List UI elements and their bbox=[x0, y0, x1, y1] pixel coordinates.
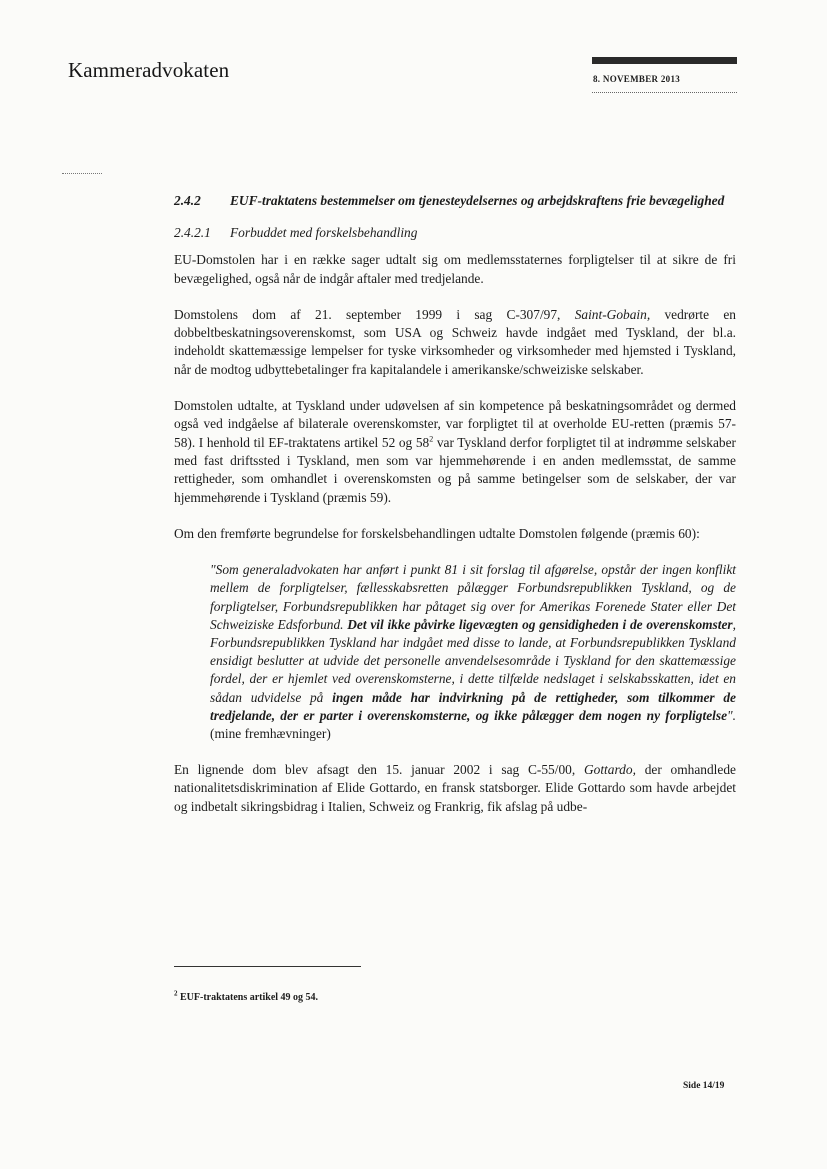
paragraph-5-text-a: En lignende dom blev afsagt den 15. januar 2002 i sag C-55/00, bbox=[174, 762, 584, 778]
quote-close: ". bbox=[727, 707, 736, 723]
paragraph-4: Om den fremførte begrundelse for forskelsbehandlingen udtalte Domstolen følgende (præmis 60): bbox=[174, 525, 700, 541]
quote-note: (mine fremhævninger) bbox=[210, 725, 331, 741]
footnote bbox=[174, 989, 319, 1003]
paragraph-5 bbox=[174, 761, 736, 816]
quote-text-2: , Forbundsrepublikken Tyskland har indgået med disse to lande, at Forbundsrepublikken Tyskland ensidigt beslutter at udvide det personelle anvendelsesområde i Tyskland for den skattemæssige fordel, der er hjemlet ved overenskomsterne, i dette tilfælde nedslaget i selskabsskatten, idet en sådan udvidelse på bbox=[210, 616, 736, 705]
document-body bbox=[174, 192, 736, 834]
footnote-reference: 2 bbox=[429, 434, 434, 444]
subsection-number: 2.4.2.1 bbox=[174, 225, 211, 240]
footnote-separator bbox=[174, 966, 361, 967]
paragraph-3-text-b: var Tyskland derfor forpligtet til at indrømme selskaber med fast driftssted i Tyskland, men som var hjemmehørende i en anden medlemsstat, de samme rettigheder, som omhandlet i overenskomsten og på samme betingelser som de selskaber, der var hjemmehørende i Tyskland (præmis 59). bbox=[174, 434, 736, 505]
footnote-mark: 2 bbox=[174, 989, 178, 998]
paragraph-2-text-b: vedrørte en dobbeltbeskatningsoverenskomst, som USA og Schweiz havde indgået med Tyskland, der bl.a. indeholdt skattemæssige lempelser for tyske virksomheder og virksomheder med hjemsted i Tyskland, når de modtog udbyttebetalinger fra kapitalandele i amerikanske/schweiziske selskaber. bbox=[174, 306, 736, 377]
document-date: 8. NOVEMBER 2013 bbox=[593, 74, 681, 84]
paragraph-2 bbox=[174, 306, 736, 379]
organization-name: Kammeradvokaten bbox=[68, 58, 230, 82]
section-heading bbox=[174, 192, 736, 210]
quote-text-1: "Som generaladvokaten har anført i punkt 81 i sit forslag til afgørelse, opstår der ingen konflikt mellem de forpligtelser, fællesskabsretten pålægger Forbundsrepublikken Tyskland, og de forpligtelser, Forbundsrepublikken har påtaget sig over for Amerikas Forenede Stater eller Det Schweiziske Edsforbund. bbox=[210, 562, 736, 632]
quote-emphasis-1: Det vil ikke påvirke ligevægten og gensidigheden i de overenskomster bbox=[347, 616, 733, 632]
block-quote bbox=[210, 561, 736, 743]
case-name-gottardo: Gottardo, bbox=[583, 762, 636, 778]
footnote-text: EUF-traktatens artikel 49 og 54. bbox=[177, 992, 319, 1003]
section-title: EUF-traktatens bestemmelser om tjenesteydelsernes og arbejdskraftens frie bevægelighed bbox=[230, 193, 725, 208]
section-number: 2.4.2 bbox=[174, 193, 201, 208]
page-number: Side 14/19 bbox=[683, 1081, 725, 1091]
paragraph-5-text-b: der omhandlede nationalitetsdiskrimination af Elide Gottardo, en fransk statsborger. Elide Gottardo som havde arbejdet og indbetalt sikringsbidrag i Italien, Schweiz og Frankrig, fik afslag på udbe- bbox=[174, 762, 736, 814]
subsection-title: Forbuddet med forskelsbehandling bbox=[230, 225, 418, 240]
header-dotted-rule bbox=[592, 92, 737, 93]
quote-emphasis-2: ingen måde har indvirkning på de rettigheder, som tilkommer de tredjelande, der er parter i overenskomsterne, og ikke pålægger dem nogen ny forpligtelse bbox=[210, 689, 736, 723]
paragraph-1: EU-Domstolen har i en række sager udtalt sig om medlemsstaternes forpligtelser til at sikre de fri bevægelighed, også når de indgår aftaler med tredjelande. bbox=[174, 252, 736, 286]
case-name-saint-gobain: Saint-Gobain, bbox=[574, 306, 651, 322]
paragraph-3-text-a: Domstolen udtalte, at Tyskland under udøvelsen af sin kompetence på beskatningsområdet og dermed også ved indgåelse af bilaterale overenskomster, var forpligtet til at overholde EU-retten (præmis 57-58). I henhold til EF-traktatens artikel 52 og 58 bbox=[174, 398, 736, 450]
header-bar bbox=[592, 57, 737, 64]
paragraph-2-text-a: Domstolens dom af 21. september 1999 i sag C-307/97, bbox=[174, 306, 575, 322]
subsection-heading bbox=[174, 224, 736, 242]
paragraph-3 bbox=[174, 397, 736, 507]
margin-mark bbox=[62, 173, 102, 174]
